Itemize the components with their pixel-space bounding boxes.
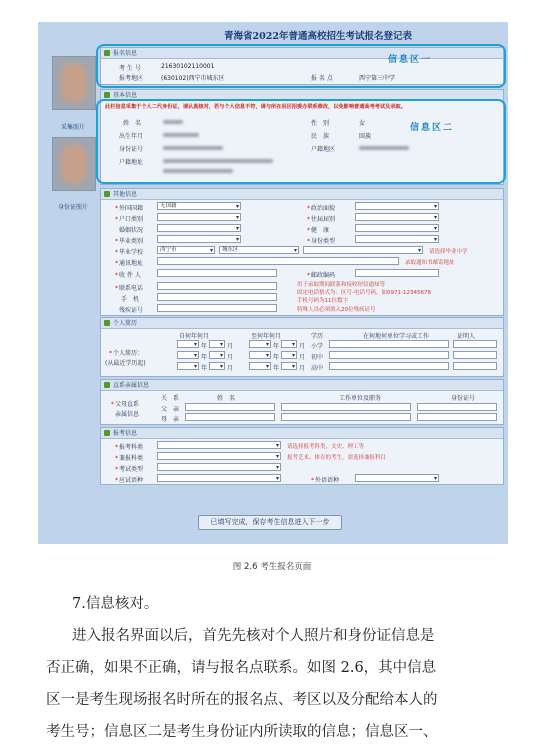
stage-senior: 高中 [311,365,324,372]
info-area-two-label: 信息区二 [410,123,455,133]
year-unit: 年 [201,343,208,350]
resume-school-2[interactable] [329,351,449,359]
resume-witness-1[interactable] [453,340,497,348]
mail-address-note: 录取通知书邮寄地址 [405,260,455,266]
identity-type-label: * 身份类型 [307,236,335,245]
gender-label: 性 别 [311,120,330,127]
family-col-id: 身份证号 [451,395,476,402]
address-label: 户籍地址 [119,159,144,166]
resume-start-year-3[interactable] [177,362,199,370]
resume-end-year-3[interactable] [249,362,271,370]
resume-row-label: * 个人简历： [109,348,143,357]
exam-type-select[interactable] [157,463,281,471]
apply-type-label: * 报考科类 [115,442,143,451]
resume-end-month-2[interactable] [281,351,297,359]
family-col-work: 工作单位及职务 [339,395,382,402]
mother-work-input[interactable] [281,413,411,421]
basic-info-heading: 基本信息 [101,90,503,101]
collected-photo-label: 采集照片 [60,124,85,131]
graduation-year-label: * 往届届别 [307,214,335,223]
resume-col-end: 至何年何月 [251,333,282,340]
family-heading: 直系亲属信息 [101,380,503,391]
hukou-label: 户籍地区 [311,146,336,153]
resume-witness-3[interactable] [453,362,497,370]
school-select[interactable] [303,246,423,254]
resume-school-1[interactable] [329,340,449,348]
family-label-2: 亲属信息 [115,411,140,418]
apply-sub-note: 报考艺术、体育的考生，需选择兼报科目 [287,455,387,461]
resume-section [100,317,504,377]
apply-type-note: 请选择报考科类，文史、理工等 [287,444,365,450]
graduation-type-select[interactable] [157,235,241,243]
graduation-year-select[interactable] [355,213,439,221]
resume-col-witness: 证明人 [457,333,476,340]
marital-select[interactable] [157,224,241,232]
resume-col-stage: 学历 [311,333,324,340]
body-line-1: 进入报名界面以后，首先先核对个人照片和身份证信息是 [72,628,435,644]
ethnicity-value: 回族 [359,133,372,140]
mobile-label: 手 机 [121,296,140,303]
family-label-1: * 父母直系 [111,399,139,408]
relation-father: 父 亲 [161,406,180,413]
resume-col-start: 自何年何月 [179,333,210,340]
father-name-input[interactable] [185,403,275,411]
form-title: 青海省2022年普通高校招生考试报名登记表 [224,31,412,42]
family-col-name: 姓 名 [217,395,236,402]
site-label: 报 名 点 [311,75,333,82]
area-label: 报考地区 [119,75,144,82]
hukou-type-label: * 户口类别 [115,214,143,223]
info-area-two-callout [96,99,506,184]
resume-witness-2[interactable] [453,351,497,359]
political-label: * 政治面貌 [307,203,335,212]
apply-type-select[interactable] [157,441,281,449]
apply-heading: 报考信息 [101,428,503,439]
other-info-section [100,188,504,316]
disability-label: 残疾证号 [119,307,144,314]
phone-label: * 联系电话 [115,283,143,292]
exam-type-label: * 考试类型 [115,464,143,473]
father-id-input[interactable] [417,403,497,411]
resume-col-school: 在何地何单位学习或工作 [363,333,430,340]
resume-end-month-3[interactable] [281,362,297,370]
hukou-type-select[interactable] [157,213,241,221]
mail-address-input[interactable] [157,257,399,265]
phone-note-3: 手机号码为11位数字 [297,298,348,304]
mobile-input[interactable] [157,293,277,301]
collected-photo [52,56,96,110]
stage-junior: 初中 [311,354,324,361]
postcode-label: * 邮政编码 [307,270,335,279]
mother-name-input[interactable] [185,413,275,421]
resume-start-year-2[interactable] [177,351,199,359]
father-work-input[interactable] [281,403,411,411]
id-card-photo [52,137,96,191]
stage-primary: 小学 [311,343,324,350]
nationality-select[interactable]: 无国籍 ▾ [157,202,241,210]
resume-end-year-1[interactable] [249,340,271,348]
exam-language-select[interactable] [157,474,281,482]
year-unit: 年 [201,354,208,361]
name-label: 姓 名 [123,120,142,127]
body-line-3: 区一是考生现场报名时所在的报名点、考区以及分配给本人的 [46,692,438,708]
school-district-select[interactable]: 城东区 ▾ [219,246,299,254]
month-unit: 月 [299,365,306,372]
resume-start-month-1[interactable] [209,340,225,348]
disability-note: 特殊人员必须填入20位残疾证号 [297,307,376,313]
figure-caption: 图 2.6 考生报名页面 [232,562,312,572]
resume-start-month-3[interactable] [209,362,225,370]
postcode-input[interactable] [355,269,439,277]
family-section [100,379,504,425]
resume-end-year-2[interactable] [249,351,271,359]
month-unit: 月 [227,343,234,350]
year-unit: 年 [273,343,280,350]
info-area-one-label: 信息区一 [388,55,433,65]
foreign-language-select[interactable] [355,474,439,482]
registration-screenshot [38,22,508,544]
site-value: 西宁第三中学 [359,75,396,82]
resume-row-sublabel: (从最近学历起) [105,360,146,367]
apply-sub-label: * 兼报科类 [115,453,143,462]
mother-id-input[interactable] [417,413,497,421]
resume-heading: 个人简历 [101,318,503,329]
exam-no-label: 考 生 号 [119,65,141,72]
graduation-type-label: * 毕业类别 [115,236,143,245]
month-unit: 月 [299,354,306,361]
ethnicity-label: 民 族 [311,133,330,140]
foreign-language-label: * 外语语种 [311,475,339,484]
registration-info-heading: 报名信息 [101,48,503,59]
id-label: 身份证号 [119,146,144,153]
exam-no-value: 21630102110001 [161,63,215,70]
nationality-label: * 外国国籍 [115,203,143,212]
body-line-2: 否正确，如果不正确，请与报名点联系。如图 2.6，其中信息 [46,660,437,676]
resume-start-year-1[interactable] [177,340,199,348]
resume-end-month-1[interactable] [281,340,297,348]
area-value: (630102)西宁市城东区 [161,75,225,82]
basic-info-notice: 此栏信息采集于个人二代身份证，请认真核对，若与个人信息不符，请与所在县区招委办联系修改，以免影响普通高考考试及录取。 [105,104,406,110]
health-select[interactable] [355,224,439,232]
recipient-input[interactable] [157,269,277,277]
apply-section [100,427,504,485]
exam-language-label: * 应试语种 [115,475,143,484]
political-select[interactable] [355,202,439,210]
relation-mother: 母 亲 [161,416,180,423]
info-area-one-callout [96,44,506,88]
identity-type-select[interactable] [355,235,439,243]
save-and-next-button[interactable]: 已填写完成，保存考生信息进入下一步 [198,515,342,530]
school-city-select[interactable]: 西宁市 ▾ [157,246,215,254]
school-note: 请选择毕业中学 [429,249,468,255]
mail-address-label: * 通讯地址 [115,258,143,267]
phone-note-2: 固定电话格式为：区号-电话号码，如0971-12345678 [297,290,431,296]
year-unit: 年 [201,365,208,372]
birth-label: 出生年月 [119,133,144,140]
month-unit: 月 [299,343,306,350]
phone-note-1: 用于录取期间联系和接收短信通知等 [297,282,386,288]
month-unit: 月 [227,354,234,361]
other-info-heading: 其他信息 [101,189,503,200]
year-unit: 年 [273,365,280,372]
recipient-label: * 收 件 人 [115,270,141,279]
phone-input[interactable] [157,282,277,290]
health-label: * 健 康 [307,225,329,234]
gender-value: 女 [359,120,366,127]
resume-start-month-2[interactable] [209,351,225,359]
body-line-4: 考生号；信息区二是考生身份证内所读取的信息；信息区一、 [46,724,438,740]
month-unit: 月 [227,365,234,372]
year-unit: 年 [273,354,280,361]
disability-input[interactable] [157,304,277,312]
apply-sub-select[interactable] [157,452,281,460]
id-card-photo-label: 身份证照片 [57,204,88,211]
school-label: * 毕业学校 [115,247,143,256]
family-col-relation: 关 系 [161,395,180,402]
resume-school-3[interactable] [329,362,449,370]
marital-label: 婚姻状况 [119,227,144,234]
step-heading: 7.信息核对。 [72,596,159,612]
